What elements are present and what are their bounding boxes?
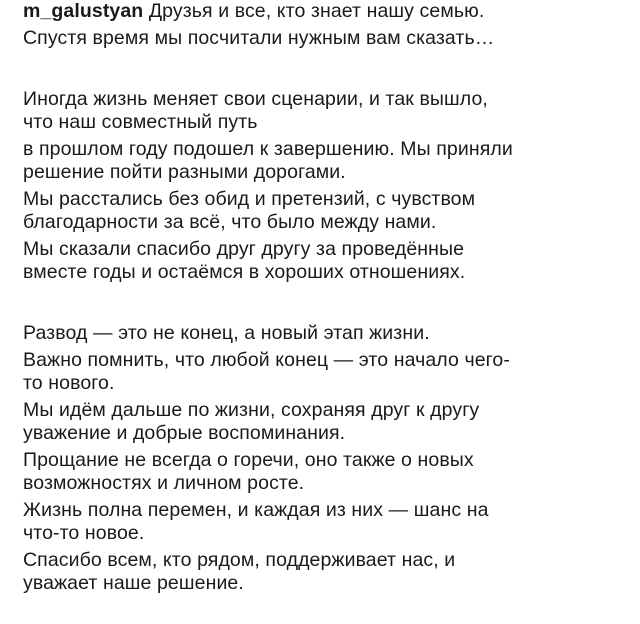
caption-line: Прощание не всегда о горечи, оно также о новых — [23, 449, 474, 471]
username-link[interactable]: m_galustyan — [23, 0, 144, 22]
caption-line: Мы идём дальше по жизни, сохраняя друг к другу — [23, 399, 480, 421]
caption-line: благодарности за всё, что было между нами. — [23, 211, 437, 233]
caption-line: уважение и добрые воспоминания. — [23, 422, 346, 444]
caption-line: в прошлом году подошел к завершению. Мы приняли — [23, 138, 513, 160]
caption-line: Спасибо всем, кто рядом, поддерживает нас, и — [23, 549, 456, 571]
caption-line: Развод — это не конец, а новый этап жизни. — [23, 322, 430, 344]
caption-line: что наш совместный путь — [23, 111, 258, 133]
caption-line: то нового. — [23, 372, 115, 394]
caption-line: решение пойти разными дорогами. — [23, 161, 346, 183]
caption-line: вместе годы и остаёмся в хороших отношениях. — [23, 261, 466, 283]
caption-line: возможностях и личном росте. — [23, 472, 305, 494]
caption-line: Мы сказали спасибо друг другу за проведённые — [23, 238, 465, 260]
caption-line: Мы расстались без обид и претензий, с чувством — [23, 188, 476, 210]
caption-line: Спустя время мы посчитали нужным вам сказать… — [23, 27, 495, 49]
caption-line: Иногда жизнь меняет свои сценарии, и так вышло, — [23, 88, 488, 110]
caption-text: Друзья и все, кто знает нашу семью. — [148, 0, 485, 22]
caption-line: Жизнь полна перемен, и каждая из них — шанс на — [23, 499, 489, 521]
caption-line: Важно помнить, что любой конец — это начало чего- — [23, 349, 510, 371]
caption-line: уважает наше решение. — [23, 572, 244, 594]
post-caption — [23, 0, 623, 595]
caption-line: что-то новое. — [23, 522, 145, 544]
caption-header-line — [23, 0, 623, 23]
